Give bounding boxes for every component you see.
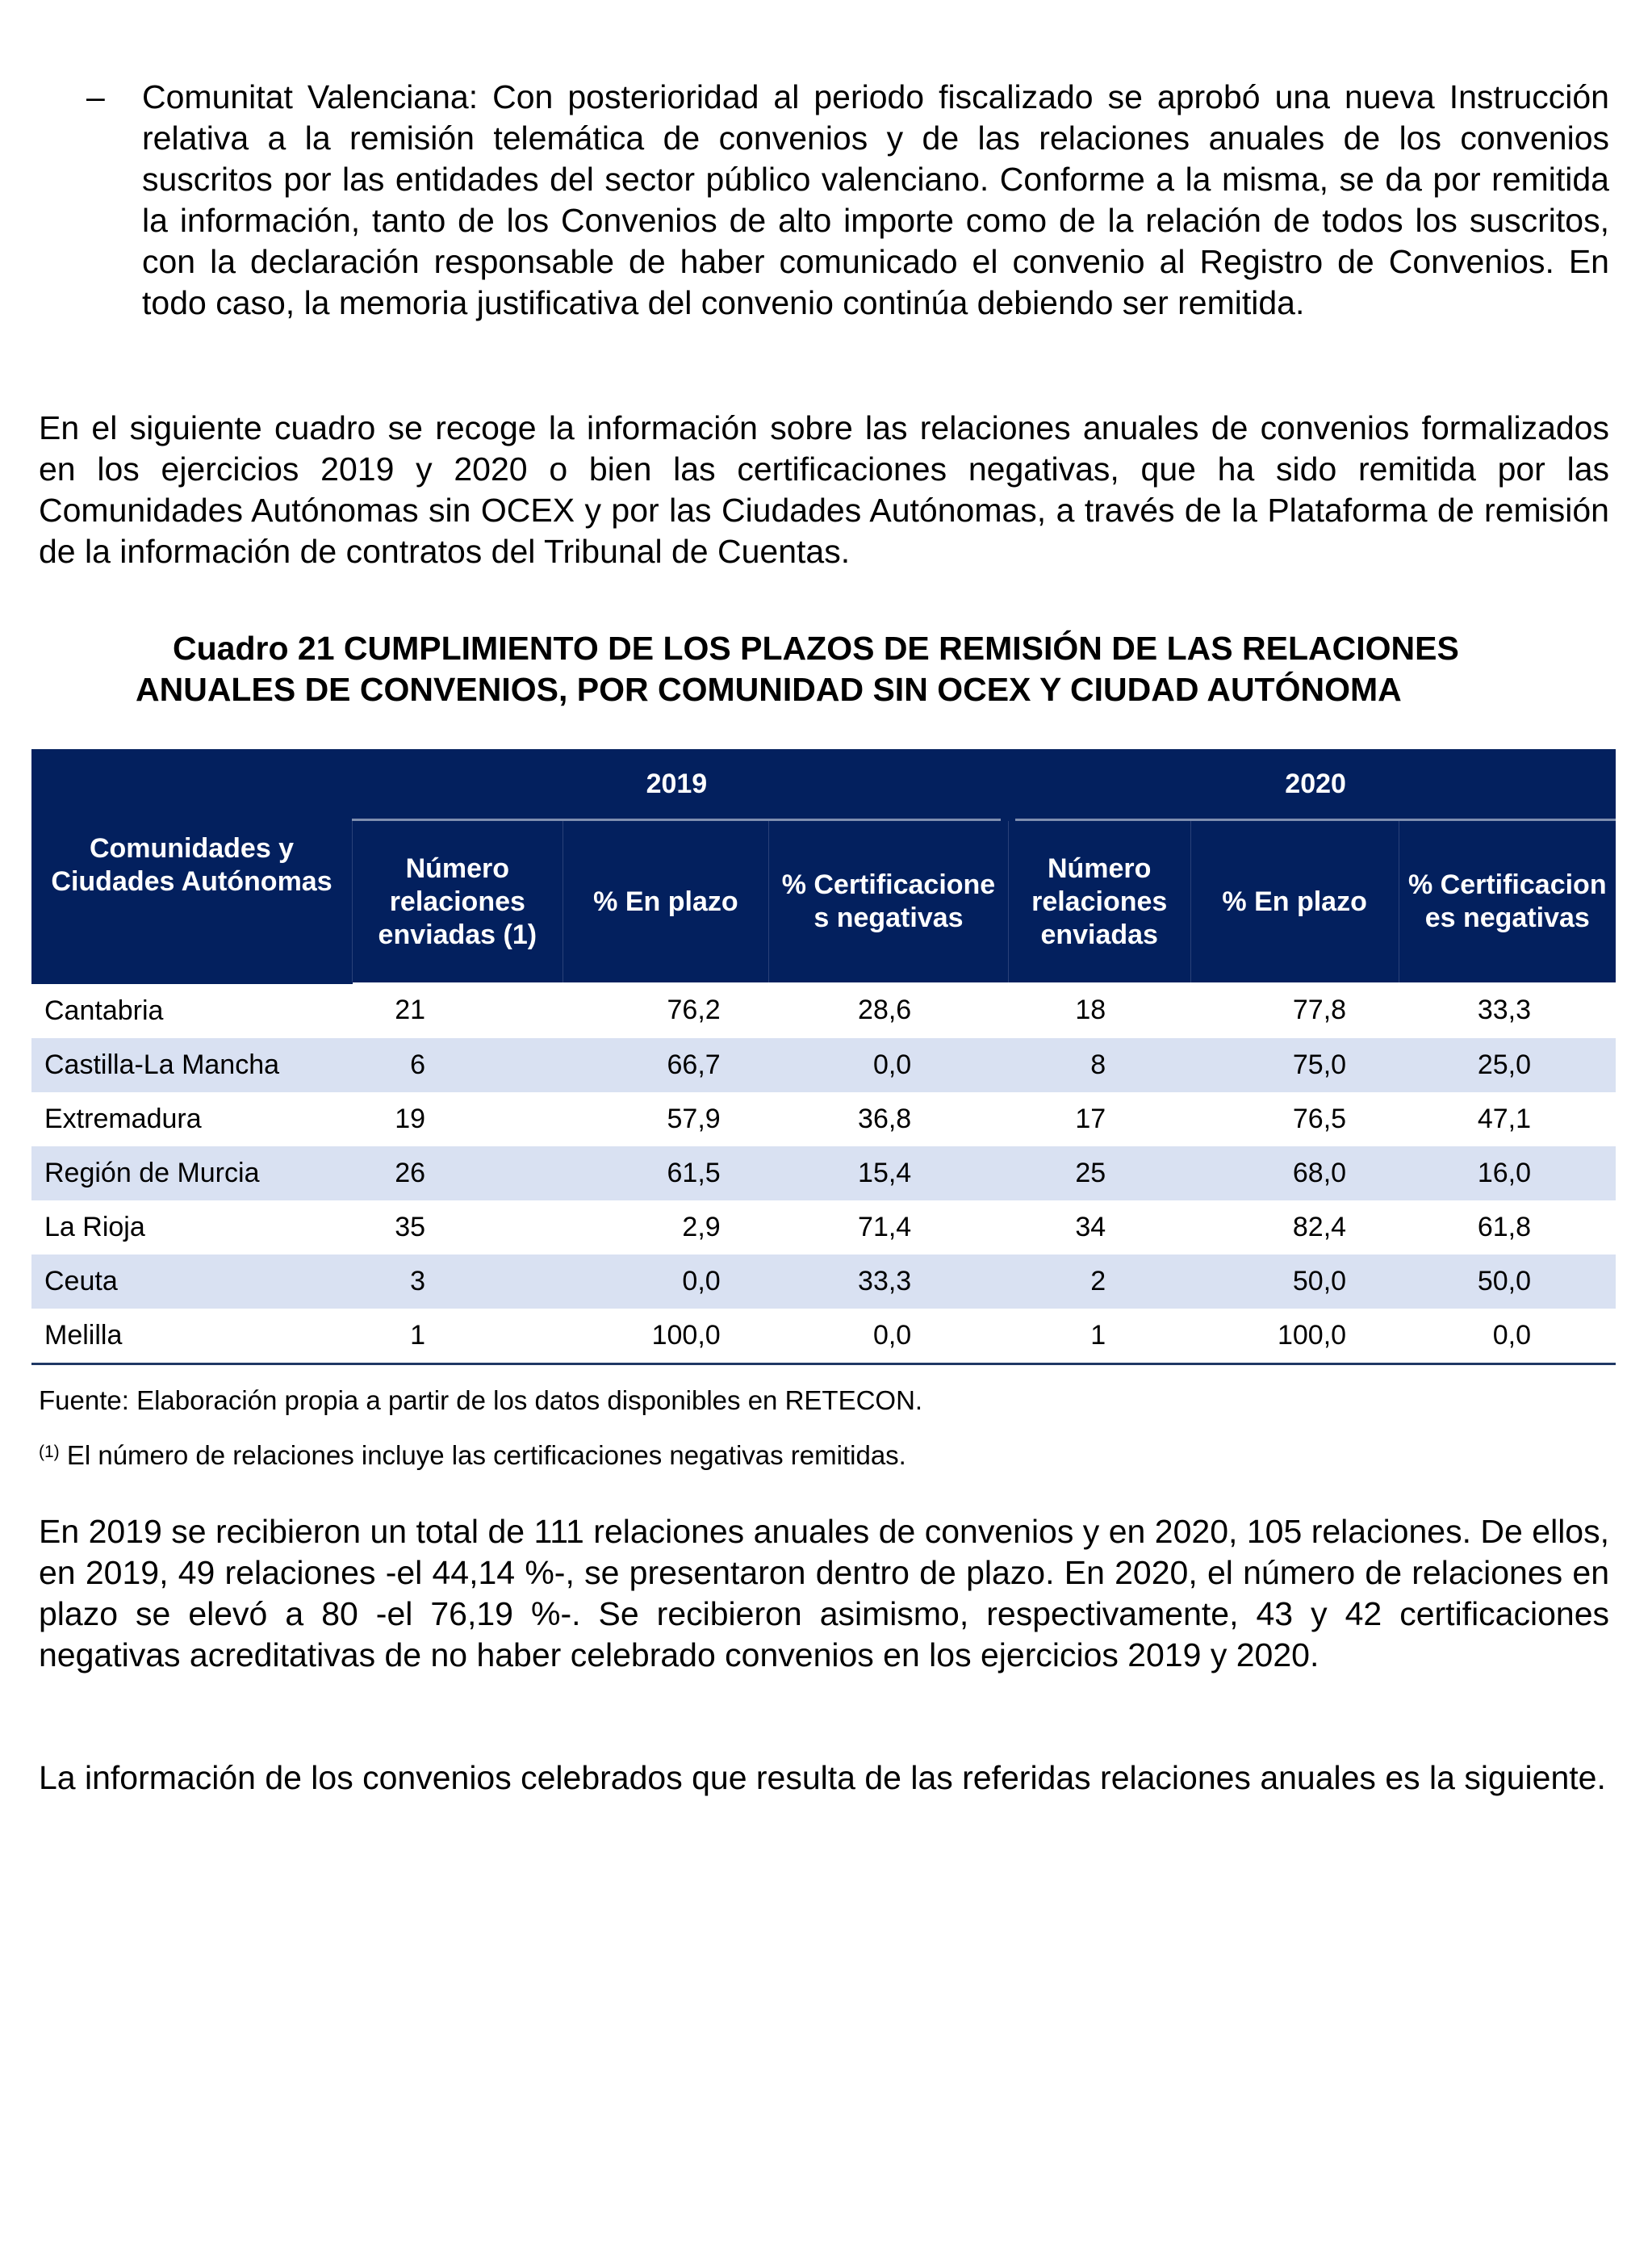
value-cell: 8	[1008, 1038, 1190, 1092]
value-cell: 71,4	[858, 1211, 912, 1242]
value-cell: 0,0	[769, 1309, 1009, 1364]
source-note: Fuente: Elaboración propia a partir de los datos disponibles en RETECON.	[39, 1385, 923, 1415]
value-cell: 75,0	[1190, 1038, 1399, 1092]
value-cell: 34	[1075, 1211, 1106, 1242]
table-row	[31, 982, 1616, 1038]
closing-paragraph: La información de los convenios celebrados que resulta de las referidas relaciones anuales es la siguiente.	[39, 1759, 1606, 1796]
table-title-line1: Cuadro 21 CUMPLIMIENTO DE LOS PLAZOS DE REMISIÓN DE LAS RELACIONES	[173, 630, 1459, 667]
value-cell: 66,7	[563, 1038, 769, 1092]
header-2020-cert-negativas: % Certificacion es negativas	[1399, 820, 1616, 983]
value-cell: 1	[1008, 1309, 1190, 1364]
compliance-table	[31, 749, 1616, 1365]
value-cell: 76,2	[667, 994, 721, 1025]
value-cell: 6	[353, 1038, 563, 1092]
table-row	[31, 1200, 1616, 1255]
value-cell: 33,3	[769, 1255, 1009, 1309]
value-cell: 18	[1075, 994, 1106, 1025]
value-cell: 16,0	[1399, 1146, 1616, 1200]
value-cell: 0,0	[1399, 1309, 1616, 1364]
value-cell: 3	[353, 1255, 563, 1309]
value-cell: 2,9	[682, 1211, 721, 1242]
value-cell: 76,5	[1292, 1103, 1347, 1134]
value-cell: 35	[395, 1211, 426, 1242]
value-cell: 57,9	[667, 1103, 721, 1134]
table-row	[31, 1038, 1616, 1092]
value-cell: 0,0	[769, 1038, 1009, 1092]
value-cell: 68,0	[1190, 1146, 1399, 1200]
value-cell: 50,0	[1190, 1255, 1399, 1309]
value-cell: 61,5	[563, 1146, 769, 1200]
header-2019-cert-negativas: % Certificacione s negativas	[769, 820, 1009, 983]
header-year-2020: 2020	[1008, 749, 1616, 820]
table-row	[31, 1255, 1616, 1309]
footnote	[39, 1439, 906, 1472]
table-row	[31, 1092, 1616, 1146]
region-name: Melilla	[31, 1309, 353, 1364]
value-cell: 25,0	[1399, 1038, 1616, 1092]
value-cell: 0,0	[563, 1255, 769, 1309]
value-cell: 28,6	[858, 994, 912, 1025]
value-cell: 25	[1008, 1146, 1190, 1200]
header-2020-numero: Número relaciones enviadas	[1008, 820, 1190, 983]
header-2020-en-plazo: % En plazo	[1190, 820, 1399, 983]
value-cell: 19	[395, 1103, 426, 1134]
value-cell: 47,1	[1477, 1103, 1531, 1134]
table-row	[31, 1146, 1616, 1200]
value-cell: 61,8	[1477, 1211, 1531, 1242]
value-cell: 36,8	[858, 1103, 912, 1134]
value-cell: 100,0	[563, 1309, 769, 1364]
table-row	[31, 1309, 1616, 1364]
bullet-paragraph: Comunitat Valenciana: Con posterioridad al periodo fiscalizado se aprobó una nueva Instrucción relativa a la remisión telemática de convenios y de las relaciones anuales de los convenios suscritos por las entidades del sector público valenciano. Conforme a la misma, se da por remitida la información, tanto de los Convenios de alto importe como de la relación de todos los suscritos, con la declaración responsable de haber comunicado el convenio al Registro de Convenios. En todo caso, la memoria justificativa del convenio continúa debiendo ser remitida.	[142, 78, 1609, 321]
footnote-text: El número de relaciones incluye las certificaciones negativas remitidas.	[59, 1440, 906, 1470]
value-cell: 77,8	[1292, 994, 1347, 1025]
table-title	[39, 628, 1609, 710]
value-cell: 33,3	[1477, 994, 1531, 1025]
region-name: Región de Murcia	[31, 1146, 353, 1200]
footnote-marker: (1)	[39, 1443, 60, 1461]
region-name: Extremadura	[44, 1103, 202, 1134]
header-2019-numero: Número relaciones enviadas (1)	[353, 820, 563, 983]
value-cell: 26	[353, 1146, 563, 1200]
value-cell: 100,0	[1190, 1309, 1399, 1364]
table-title-line2: ANUALES DE CONVENIOS, POR COMUNIDAD SIN OCEX Y CIUDAD AUTÓNOMA	[136, 671, 1402, 708]
value-cell: 2	[1008, 1255, 1190, 1309]
value-cell: 21	[395, 994, 426, 1025]
value-cell: 50,0	[1399, 1255, 1616, 1309]
value-cell: 82,4	[1292, 1211, 1347, 1242]
bullet-marker: –	[86, 78, 105, 115]
value-cell: 15,4	[769, 1146, 1009, 1200]
region-name: La Rioja	[44, 1211, 145, 1242]
results-paragraph: En 2019 se recibieron un total de 111 relaciones anuales de convenios y en 2020, 105 relaciones. De ellos, en 2019, 49 relaciones -el 44,14 %-, se presentaron dentro de plazo. En 2020, el número de relaciones en plazo se elevó a 80 -el 76,19 %-. Se recibieron asimismo, respectivamente, 43 y 42 certificaciones negativas acreditativas de no haber celebrado convenios en los ejercicios 2019 y 2020.	[39, 1513, 1609, 1673]
region-name: Castilla-La Mancha	[31, 1038, 353, 1092]
value-cell: 1	[353, 1309, 563, 1364]
intro-paragraph: En el siguiente cuadro se recoge la información sobre las relaciones anuales de convenios formalizados en los ejercicios 2019 y 2020 o bien las certificaciones negativas, que ha sido remitida por las Comunidades Autónomas sin OCEX y por las Ciudades Autónomas, a través de la Plataforma de remisión de la información de contratos del Tribunal de Cuentas.	[39, 409, 1609, 570]
value-cell: 17	[1075, 1103, 1106, 1134]
region-name: Cantabria	[44, 995, 164, 1026]
header-region: Comunidades y Ciudades Autónomas	[31, 749, 353, 982]
header-2019-en-plazo: % En plazo	[563, 820, 769, 983]
region-name: Ceuta	[31, 1255, 353, 1309]
header-year-2019: 2019	[353, 749, 1009, 820]
